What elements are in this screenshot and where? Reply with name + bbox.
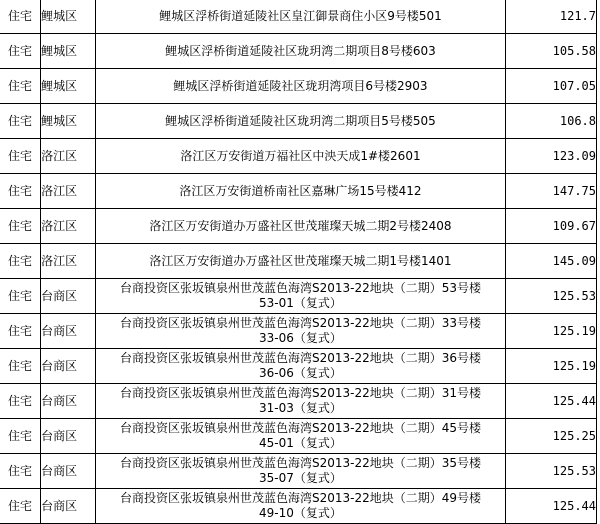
- area-cell: 125.19: [505, 349, 596, 384]
- property-type-cell: 住宅: [0, 349, 41, 384]
- address-line-2: 35-07（复式）: [259, 471, 342, 485]
- district-cell: 台商区: [41, 384, 96, 419]
- table-row: [0, 314, 597, 349]
- address-line-2: 53-01（复式）: [259, 296, 342, 310]
- table-row: [0, 69, 597, 104]
- address-cell: [96, 489, 506, 524]
- table-row: [0, 174, 597, 209]
- address-line-2: 45-01（复式）: [259, 436, 342, 450]
- property-type-cell: 住宅: [0, 104, 41, 139]
- address-cell: 鲤城区浮桥街道延陵社区珑玥湾项目6号楼2903: [96, 69, 506, 104]
- property-type-cell: 住宅: [0, 174, 41, 209]
- area-cell: 125.44: [505, 489, 596, 524]
- district-cell: 洛江区: [41, 244, 96, 279]
- property-type-cell: 住宅: [0, 34, 41, 69]
- table-row: [0, 0, 597, 34]
- address-line-1: 台商投资区张坂镇泉州世茂蓝色海湾S2013-22地块（二期）45号楼: [119, 421, 481, 435]
- district-cell: 鲤城区: [41, 0, 96, 34]
- table-row: [0, 454, 597, 489]
- area-cell: 125.44: [505, 384, 596, 419]
- address-line-2: 31-03（复式）: [259, 401, 342, 415]
- property-type-cell: 住宅: [0, 489, 41, 524]
- district-cell: 台商区: [41, 454, 96, 489]
- area-cell: 105.58: [505, 34, 596, 69]
- address-line-1: 台商投资区张坂镇泉州世茂蓝色海湾S2013-22地块（二期）31号楼: [119, 386, 481, 400]
- address-line-1: 台商投资区张坂镇泉州世茂蓝色海湾S2013-22地块（二期）35号楼: [119, 456, 481, 470]
- table-row: [0, 419, 597, 454]
- district-cell: 台商区: [41, 314, 96, 349]
- district-cell: 鲤城区: [41, 104, 96, 139]
- address-line-2: 33-06（复式）: [259, 331, 342, 345]
- address-cell: 洛江区万安街道办万盛社区世茂璀璨天城二期2号楼2408: [96, 209, 506, 244]
- table-row: [0, 489, 597, 524]
- district-cell: 台商区: [41, 279, 96, 314]
- district-cell: 台商区: [41, 419, 96, 454]
- address-cell: 洛江区万安街道桥南社区嘉琳广场15号楼412: [96, 174, 506, 209]
- area-cell: 147.75: [505, 174, 596, 209]
- address-cell: 洛江区万安街道万福社区中泱天成1#楼2601: [96, 139, 506, 174]
- district-cell: 洛江区: [41, 209, 96, 244]
- property-type-cell: 住宅: [0, 69, 41, 104]
- table-row: [0, 209, 597, 244]
- address-cell: 鲤城区浮桥街道延陵社区珑玥湾二期项目8号楼603: [96, 34, 506, 69]
- district-cell: 台商区: [41, 349, 96, 384]
- table-row: [0, 349, 597, 384]
- address-cell: [96, 419, 506, 454]
- table-row: [0, 139, 597, 174]
- property-type-cell: 住宅: [0, 209, 41, 244]
- address-cell: 鲤城区浮桥街道延陵社区珑玥湾二期项目5号楼505: [96, 104, 506, 139]
- table-row: [0, 34, 597, 69]
- district-cell: 洛江区: [41, 174, 96, 209]
- area-cell: 125.25: [505, 419, 596, 454]
- area-cell: 123.09: [505, 139, 596, 174]
- property-type-cell: 住宅: [0, 384, 41, 419]
- address-line-1: 台商投资区张坂镇泉州世茂蓝色海湾S2013-22地块（二期）49号楼: [119, 491, 481, 505]
- area-cell: 106.8: [505, 104, 596, 139]
- property-type-cell: 住宅: [0, 314, 41, 349]
- address-line-1: 台商投资区张坂镇泉州世茂蓝色海湾S2013-22地块（二期）33号楼: [119, 316, 481, 330]
- area-cell: 107.05: [505, 69, 596, 104]
- area-cell: 145.09: [505, 244, 596, 279]
- area-cell: 121.7: [505, 0, 596, 34]
- property-type-cell: 住宅: [0, 139, 41, 174]
- area-cell: 125.53: [505, 454, 596, 489]
- area-cell: 109.67: [505, 209, 596, 244]
- address-line-1: 台商投资区张坂镇泉州世茂蓝色海湾S2013-22地块（二期）53号楼: [119, 281, 481, 295]
- address-cell: [96, 349, 506, 384]
- district-cell: 洛江区: [41, 139, 96, 174]
- address-line-2: 49-10（复式）: [259, 506, 342, 520]
- table-row: [0, 104, 597, 139]
- address-cell: 洛江区万安街道办万盛社区世茂璀璨天城二期1号楼1401: [96, 244, 506, 279]
- table-row: [0, 244, 597, 279]
- property-type-cell: 住宅: [0, 244, 41, 279]
- address-cell: [96, 279, 506, 314]
- address-line-2: 36-06（复式）: [259, 366, 342, 380]
- table-row: [0, 384, 597, 419]
- property-type-cell: 住宅: [0, 419, 41, 454]
- address-cell: [96, 384, 506, 419]
- address-line-1: 台商投资区张坂镇泉州世茂蓝色海湾S2013-22地块（二期）36号楼: [119, 351, 481, 365]
- property-type-cell: 住宅: [0, 454, 41, 489]
- district-cell: 鲤城区: [41, 69, 96, 104]
- district-cell: 鲤城区: [41, 34, 96, 69]
- address-cell: [96, 314, 506, 349]
- property-type-cell: 住宅: [0, 0, 41, 34]
- address-cell: [96, 454, 506, 489]
- area-cell: 125.53: [505, 279, 596, 314]
- area-cell: 125.19: [505, 314, 596, 349]
- district-cell: 台商区: [41, 489, 96, 524]
- property-type-cell: 住宅: [0, 279, 41, 314]
- table-row: [0, 279, 597, 314]
- address-cell: 鲤城区浮桥街道延陵社区皇江御景商住小区9号楼501: [96, 0, 506, 34]
